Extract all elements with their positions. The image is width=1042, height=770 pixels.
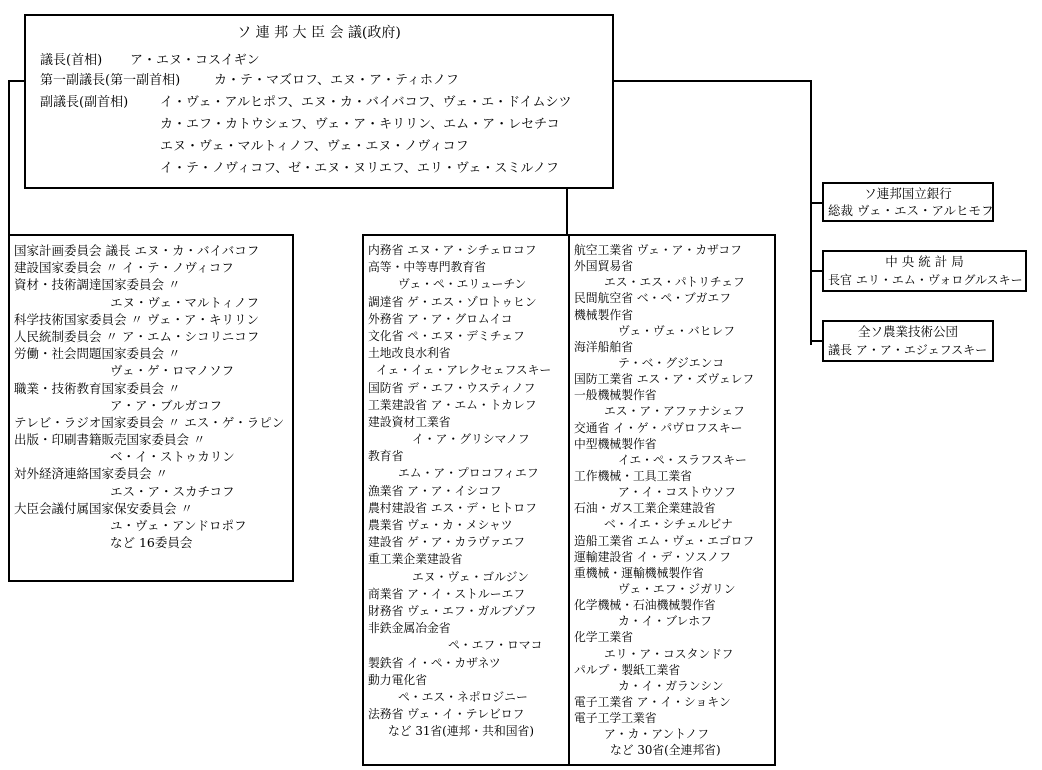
ministry-line: 工作機械・工具工業省 xyxy=(574,468,692,483)
ministry-line: 重工業企業建設省 xyxy=(368,552,463,567)
deputy-names-cont-1: カ・エフ・カトウシェフ、ヴェ・ア・キリリン、エム・ア・レセチコ xyxy=(160,117,560,132)
committee-line: ア・ア・ブルガコフ xyxy=(110,397,223,413)
ministry-line: 外務省 ア・ア・グロムイコ xyxy=(368,311,513,326)
committee-line: 人民統制委員会 〃 ア・エム・シコリニコフ xyxy=(14,328,260,344)
committee-line: 科学技術国家委員会 〃 ヴェ・ア・キリリン xyxy=(14,311,259,327)
ministry-line: 製鉄省 イ・ペ・カザネツ xyxy=(368,655,501,670)
ministry-line: など 30省(全連邦省) xyxy=(610,743,721,758)
ministry-line: 教育省 xyxy=(368,449,404,464)
committee-line: ベ・イ・ストゥカリン xyxy=(110,449,235,465)
ministry-line: など 31省(連邦・共和国省) xyxy=(388,724,534,739)
council-title: ソ 連 邦 大 臣 会 議(政府) xyxy=(237,25,401,41)
chairman-names: ア・エヌ・コスイギン xyxy=(130,53,260,68)
central-statistics-head: 長官 エリ・エム・ヴォログルスキー xyxy=(828,273,1023,287)
ministry-line: 商業省 ア・イ・ストルーエフ xyxy=(368,586,526,601)
ministry-line: イ・ア・グリシマノフ xyxy=(412,432,530,447)
ministry-line: 調達省 ゲ・エス・ゾロトゥヒン xyxy=(368,294,537,309)
ministry-line: 国防省 デ・エフ・ウスティノフ xyxy=(368,380,536,395)
agri-tech-box xyxy=(822,320,994,362)
ministry-line: 一般機械製作省 xyxy=(574,388,657,403)
deputy-names-cont-3: イ・テ・ノヴィコフ、ゼ・エヌ・ヌリエフ、エリ・ヴェ・スミルノフ xyxy=(160,161,559,176)
ministry-line: 電子工学工業省 xyxy=(574,711,657,726)
ministry-line: 海洋船舶省 xyxy=(574,339,633,354)
ministry-line: 非鉄金属冶金省 xyxy=(368,621,451,636)
ministry-line: イェ・イェ・アレクセェフスキー xyxy=(376,363,552,378)
committee-line: 資材・技術調達国家委員会 〃 xyxy=(14,277,181,293)
ministry-line: 土地改良水利省 xyxy=(368,346,451,361)
connector-right-horizontal xyxy=(612,80,812,82)
council-box xyxy=(24,14,614,189)
ministry-line: カ・イ・ガランシン xyxy=(618,678,724,693)
ministry-line: ヴェ・エフ・ジガリン xyxy=(618,581,736,596)
all-union-ministries-list xyxy=(574,242,772,759)
ministry-line: 外国貿易省 xyxy=(574,259,633,274)
ministry-line: 財務省 ヴェ・エフ・ガルブゾフ xyxy=(368,603,537,618)
ministry-line: ア・イ・コストウソフ xyxy=(618,485,736,500)
ministry-line: 造船工業省 エム・ヴェ・エゴロフ xyxy=(574,533,755,548)
ministry-line: 石油・ガス工業企業建設省 xyxy=(574,501,716,516)
ministry-line: 建設省 ゲ・ア・カラヴァエフ xyxy=(368,535,525,550)
committee-line: 建設国家委員会 〃 イ・テ・ノヴィコフ xyxy=(14,260,234,276)
committee-line: 出版・印刷書籍販売国家委員会 〃 xyxy=(14,432,206,448)
ministry-line: パルプ・製紙工業省 xyxy=(574,662,681,677)
connector-left-horizontal xyxy=(8,80,24,82)
ministry-line: 交通省 イ・ゲ・パヴロフスキー xyxy=(574,420,743,435)
committees-list xyxy=(14,242,290,551)
agri-tech-head: 議長 ア・ア・エジェフスキー xyxy=(828,343,988,357)
deputy-names-cont-2: エヌ・ヴェ・マルトィノフ、ヴェ・エヌ・ノヴィコフ xyxy=(160,139,469,154)
connector-right-vertical xyxy=(810,80,812,345)
ministry-line: 農村建設省 エス・デ・ヒトロフ xyxy=(368,500,537,515)
committee-line: 対外経済連絡国家委員会 〃 xyxy=(14,466,168,482)
ministry-line: 重機械・運輸機械製作省 xyxy=(574,565,704,580)
ministries-box xyxy=(362,234,776,766)
committee-line: 労働・社会問題国家委員会 〃 xyxy=(14,346,181,362)
ministry-line: 国防工業省 エス・ア・ズヴェレフ xyxy=(574,372,755,387)
ministry-line: 機械製作省 xyxy=(574,307,633,322)
state-bank-head: 総裁 ヴェ・エス・アルヒモフ xyxy=(828,203,994,218)
committee-line: など 16委員会 xyxy=(110,535,193,551)
first-deputy-names: カ・テ・マズロフ、エヌ・ア・ティホノフ xyxy=(214,73,459,88)
committee-line: エス・ア・スカチコフ xyxy=(110,483,235,499)
committee-line: 職業・技術教育国家委員会 〃 xyxy=(14,380,181,396)
committee-line: 国家計画委員会 議長 エヌ・カ・バイバコフ xyxy=(14,243,260,258)
ministry-line: ア・カ・アントノフ xyxy=(604,727,709,742)
ministry-line: 高等・中等専門教育省 xyxy=(368,260,486,275)
ministry-line: 建設資材工業省 xyxy=(368,414,451,429)
ministry-line: エス・ア・アファナシェフ xyxy=(604,404,745,419)
committee-line: 大臣会議付属国家保安委員会 〃 xyxy=(14,500,193,516)
ministry-line: 内務省 エヌ・ア・シチェロコフ xyxy=(368,243,537,257)
ministry-line: エム・ア・プロコフィエフ xyxy=(398,466,539,481)
committee-line: ヴェ・ゲ・ロマノソフ xyxy=(110,363,235,379)
committee-line: ユ・ヴェ・アンドロポフ xyxy=(110,518,247,533)
ministry-line: テ・ベ・グジエンコ xyxy=(618,355,725,370)
committee-line: テレビ・ラジオ国家委員会 〃 エス・ゲ・ラピン xyxy=(14,414,285,430)
ministry-line: ベ・イエ・シチェルビナ xyxy=(604,517,733,532)
committees-box xyxy=(8,234,294,582)
ministry-line: 漁業省 ア・ア・イシコフ xyxy=(368,483,502,498)
ministry-line: ペ・エス・ネポロジニー xyxy=(398,689,528,704)
ministry-line: 電子工業省 ア・イ・ショキン xyxy=(574,694,731,709)
ministry-line: ヴェ・ヴェ・バヒレフ xyxy=(618,323,736,338)
ministry-line: 化学工業省 xyxy=(574,630,633,645)
ministry-line: 農業省 ヴェ・カ・メシャツ xyxy=(368,518,513,532)
deputy-names: イ・ヴェ・アルヒポフ、エヌ・カ・バイバコフ、ヴェ・エ・ドイムシツ xyxy=(160,95,572,110)
ministry-line: 文化省 ペ・エヌ・デミチェフ xyxy=(368,328,525,343)
central-statistics-title: 中 央 統 計 局 xyxy=(885,254,964,269)
ministry-line: エリ・ア・コスタンドフ xyxy=(604,646,734,661)
ministries-divider xyxy=(568,236,570,764)
ministry-line: エヌ・ヴェ・ゴルジン xyxy=(412,569,529,584)
agri-tech-title: 全ソ農業技術公団 xyxy=(857,324,958,339)
committee-line: エヌ・ヴェ・マルトィノフ xyxy=(110,294,260,310)
ministry-line: ヴェ・ペ・エリューチン xyxy=(398,277,527,292)
connector-center-vertical xyxy=(566,188,568,234)
central-statistics-box xyxy=(822,250,1027,292)
ministry-line: 航空工業省 ヴェ・ア・カザコフ xyxy=(574,243,742,257)
ministry-line: 工業建設省 ア・エム・トカレフ xyxy=(368,397,537,412)
state-bank-box xyxy=(822,182,994,222)
ministry-line: 中型機械製作省 xyxy=(574,436,657,451)
state-bank-title: ソ連邦国立銀行 xyxy=(864,186,952,201)
ministry-line: カ・イ・ブレホフ xyxy=(618,614,712,629)
ministry-line: 化学機械・石油機械製作省 xyxy=(574,598,716,613)
connector-agri xyxy=(810,340,822,342)
first-deputy-label: 第一副議長(第一副首相) xyxy=(40,73,181,88)
ministry-line: 民間航空省 ベ・ペ・ブガエフ xyxy=(574,291,731,306)
ministry-line: エス・エス・パトリチェフ xyxy=(604,275,745,290)
ministry-line: イエ・ペ・スラフスキー xyxy=(618,452,747,467)
connector-statistics xyxy=(810,270,822,272)
chairman-label: 議長(首相) xyxy=(40,53,103,68)
union-republic-ministries-list xyxy=(368,242,566,740)
ministry-line: 法務省 ヴェ・イ・テレビロフ xyxy=(368,707,525,722)
ministry-line: ペ・エフ・ロマコ xyxy=(448,638,543,653)
connector-bank xyxy=(810,202,822,204)
connector-left-vertical xyxy=(8,80,10,235)
ministry-line: 動力電化省 xyxy=(368,672,427,687)
deputy-label: 副議長(副首相) xyxy=(40,95,129,110)
ministry-line: 運輸建設省 イ・デ・ソスノフ xyxy=(574,549,731,564)
